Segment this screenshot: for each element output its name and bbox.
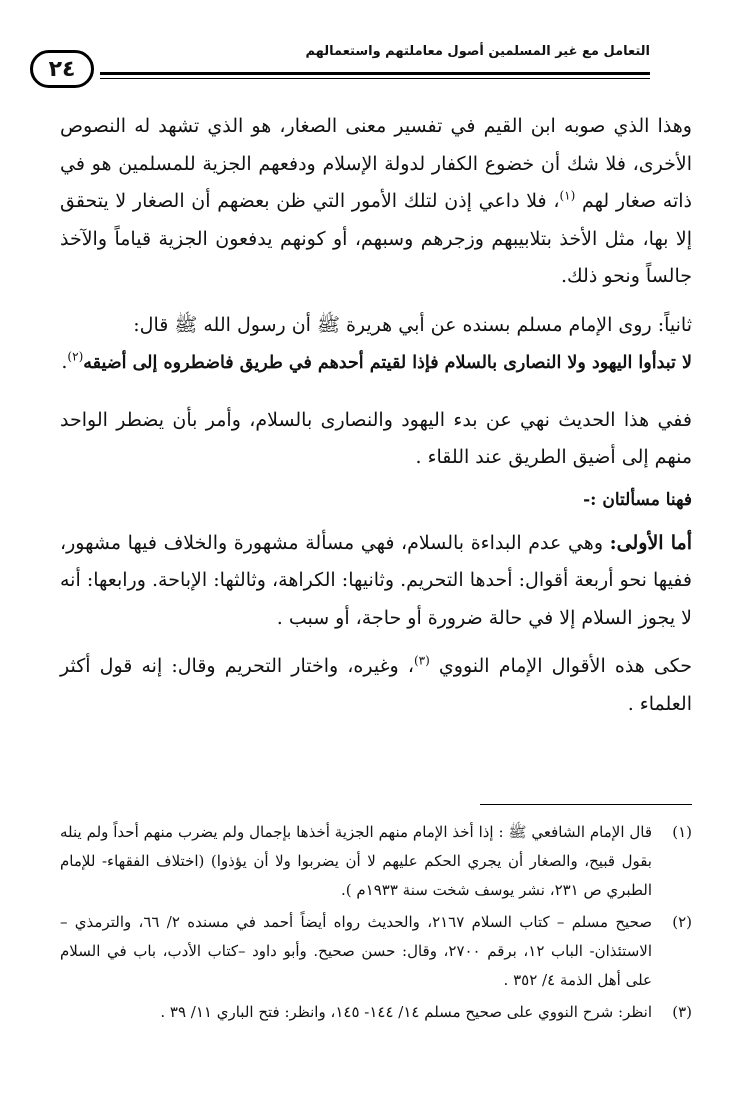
footnote-ref-1[interactable]: (١) — [559, 188, 576, 203]
paragraph-1-continued: ، فلا داعي إذن لتلك الأمور التي ظن بعضهم أن الصغار لا يتحقق إلا بها، مثل الأخذ بتلابيبهم وزجرهم وسبهم، أو كونهم يدفعون الجزية قياماً والآخذ جالساً ونحو ذلك. — [60, 190, 692, 287]
paragraph-4 — [60, 525, 692, 638]
footnote-2 — [60, 908, 692, 995]
paragraph-4-lead: أما الأولى: — [609, 531, 692, 554]
footnote-text: انظر: شرح النووي على صحيح مسلم ١٤/ ١٤٤- ١٤٥، وانظر: فتح الباري ١١/ ٣٩ . — [160, 1003, 652, 1021]
hadith-quote: لا تبدأوا اليهود ولا النصارى بالسلام فإذا لقيتم أحدهم في طريق فاضطروه إلى أضيقه — [83, 353, 692, 373]
paragraph-5 — [60, 648, 692, 723]
footnote-ref-2[interactable]: (٢) — [67, 349, 84, 364]
paragraph-1 — [60, 108, 692, 296]
paragraph-2 — [60, 307, 692, 382]
footnote-separator — [480, 804, 692, 805]
header-rule-thin — [100, 78, 650, 79]
running-header — [30, 44, 690, 94]
paragraph-4-text: وهي عدم البداءة بالسلام، فهي مسألة مشهورة والخلاف فيها مشهور، ففيها نحو أربعة أقوال: أحدها التحريم. وثانيها: الكراهة، وثالثها: الإباحة. ورابعها: أنه لا يجوز السلام إلا في حالة ضرورة أو حاجة، أو سبب . — [60, 531, 692, 629]
main-text — [60, 108, 692, 723]
paragraph-5-text-a: حكى هذه الأقوال الإمام النووي — [438, 655, 692, 677]
page-number: ٢٤ — [30, 50, 94, 88]
header-rule — [100, 72, 650, 75]
footnote-number: (١) — [672, 823, 692, 841]
footnote-3 — [60, 998, 692, 1027]
paragraph-1-text: وهذا الذي صوبه ابن القيم في تفسير معنى الصغار، هو الذي تشهد له النصوص الأخرى، فلا شك أن خضوع الكفار لدولة الإسلام ودفعهم الجزية للمسلمين هو في ذاته صغار لهم — [60, 115, 692, 212]
paragraph-5-text-b: ، وغيره، واختار التحريم وقال: إنه قول أكثر العلماء . — [60, 655, 692, 715]
paragraph-2-end: . — [61, 351, 68, 373]
paragraph-3: ففي هذا الحديث نهي عن بدء اليهود والنصارى بالسلام، وأمر بأن يضطر الواحد منهم إلى أضيق الطريق عند اللقاء . — [60, 408, 692, 468]
section-subheading: فهنا مسألتان :- — [583, 489, 692, 510]
footnote-1 — [60, 818, 692, 905]
footnote-number: (٣) — [672, 1003, 692, 1021]
footnote-text: صحيح مسلم – كتاب السلام ٢١٦٧، والحديث رواه أيضاً أحمد في مسنده ٢/ ٦٦، والترمذي – الاستئذان- الباب ١٢، برقم ٢٧٠٠، وقال: حسن صحيح. وأبو داود –كتاب الأدب، باب في السلام على أهل الذمة ٤/ ٣٥٢ . — [60, 913, 652, 989]
footnotes — [60, 818, 692, 1027]
footnote-ref-3[interactable]: (٣) — [413, 653, 430, 668]
footnote-number: (٢) — [672, 913, 692, 931]
header-title: التعامل مع غير المسلمين أصول معاملتهم واستعمالهم — [305, 44, 650, 59]
paragraph-2-intro: ثانياً: روى الإمام مسلم بسنده عن أبي هريرة ﷺ أن رسول الله ﷺ قال: — [133, 313, 692, 336]
footnote-text: قال الإمام الشافعي ﷺ : إذا أخذ الإمام منهم الجزية أخذها بإجمال ولم يضرب منهم أحداً ولم ينله بقول قبيح، والصغار أن يجري الحكم عليهم لا أن يضربوا ولا أن يؤذوا) (اختلاف الفقهاء- للإمام الطبري ص ٢٣١، نشر يوسف شخت سنة ١٩٣٣م ). — [60, 823, 652, 899]
